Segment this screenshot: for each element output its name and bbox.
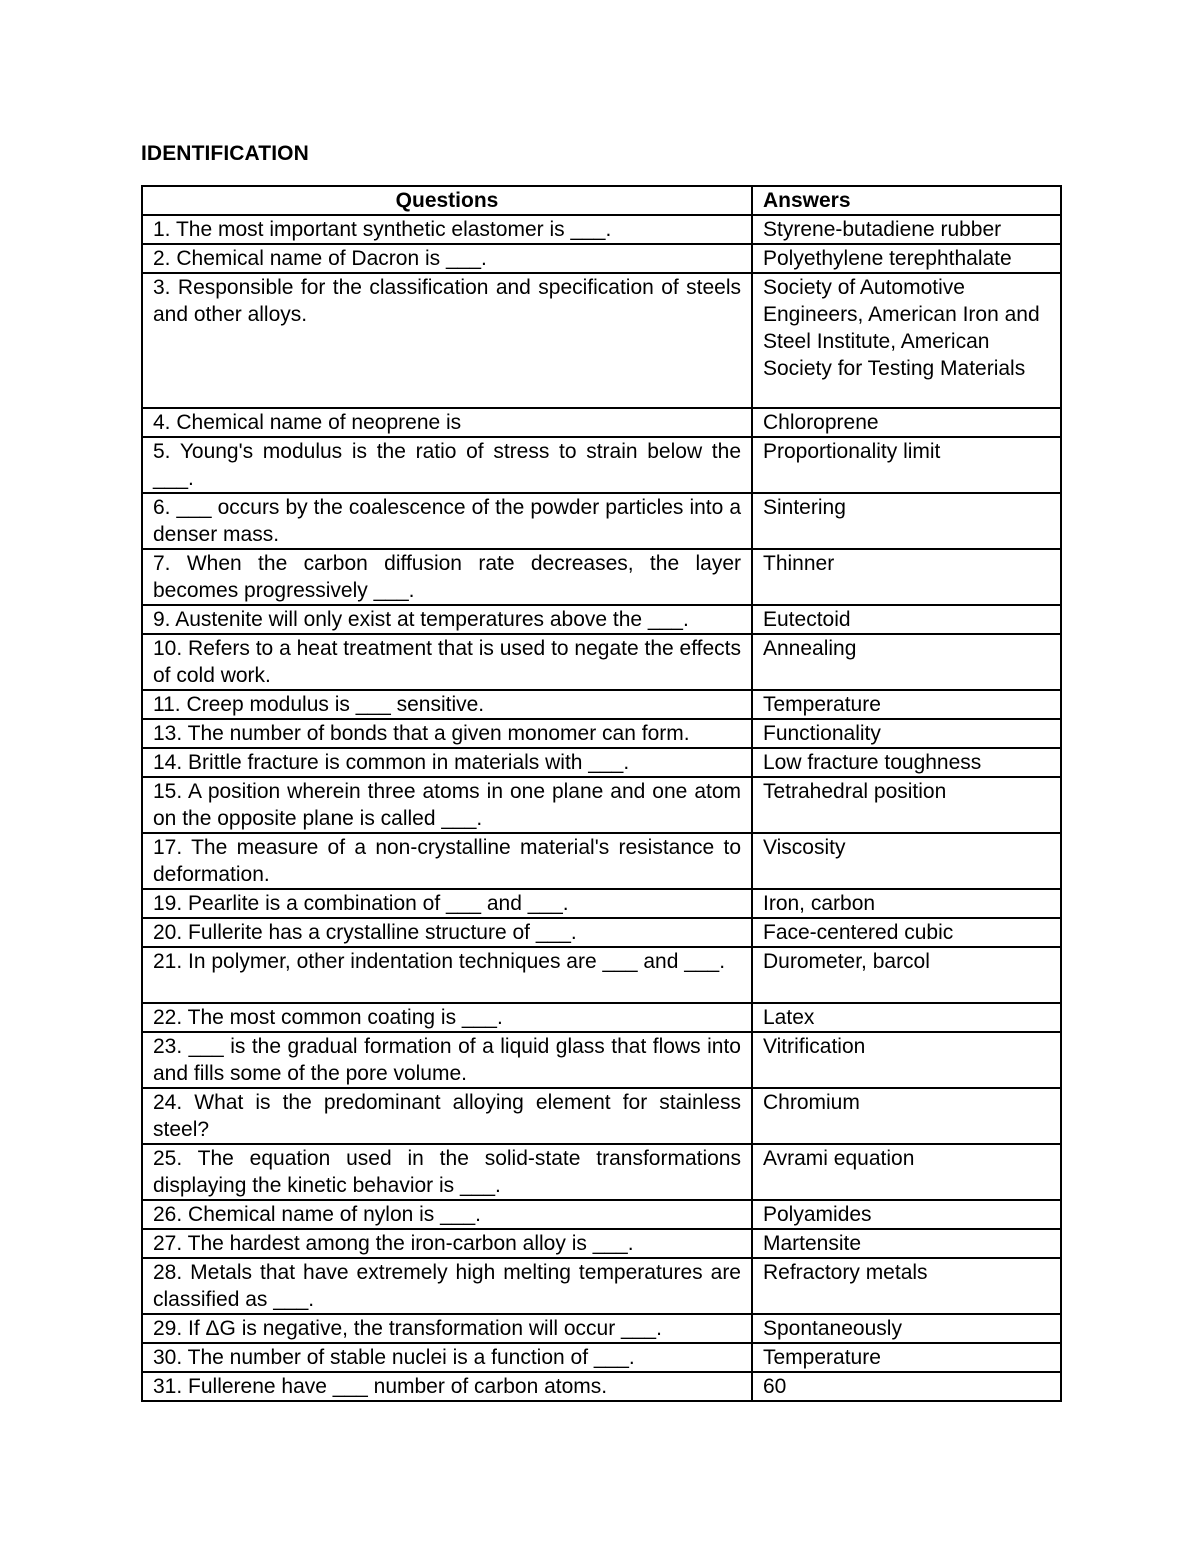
question-cell: 31. Fullerene have ___ number of carbon atoms. <box>142 1372 752 1401</box>
answer-cell: Chromium <box>752 1088 1061 1144</box>
answer-cell: Society of Automotive Engineers, American Iron and Steel Institute, American Society for Testing Materials <box>752 273 1061 408</box>
question-cell: 3. Responsible for the classification and specification of steels and other alloys. <box>142 273 752 408</box>
answer-cell: Annealing <box>752 634 1061 690</box>
answer-cell: Avrami equation <box>752 1144 1061 1200</box>
table-row <box>142 1032 1061 1088</box>
question-cell: 5. Young's modulus is the ratio of stress to strain below the ___. <box>142 437 752 493</box>
question-cell: 29. If ΔG is negative, the transformation will occur ___. <box>142 1314 752 1343</box>
table-row <box>142 215 1061 244</box>
answer-cell: Vitrification <box>752 1032 1061 1088</box>
table-row <box>142 947 1061 1003</box>
table-row <box>142 1314 1061 1343</box>
table-row <box>142 1343 1061 1372</box>
table-row <box>142 408 1061 437</box>
table-row <box>142 244 1061 273</box>
table-header-row <box>142 186 1061 215</box>
answer-cell: Temperature <box>752 690 1061 719</box>
table-row <box>142 690 1061 719</box>
table-row <box>142 605 1061 634</box>
answer-cell: Latex <box>752 1003 1061 1032</box>
table-row <box>142 719 1061 748</box>
answer-cell: 60 <box>752 1372 1061 1401</box>
answer-cell: Martensite <box>752 1229 1061 1258</box>
answer-cell: Temperature <box>752 1343 1061 1372</box>
answer-cell: Thinner <box>752 549 1061 605</box>
table-row <box>142 748 1061 777</box>
answers-header: Answers <box>752 186 1061 215</box>
answer-cell: Refractory metals <box>752 1258 1061 1314</box>
question-cell: 15. A position wherein three atoms in one plane and one atom on the opposite plane is called ___. <box>142 777 752 833</box>
questions-header: Questions <box>142 186 752 215</box>
answer-cell: Styrene-butadiene rubber <box>752 215 1061 244</box>
question-cell: 20. Fullerite has a crystalline structure of ___. <box>142 918 752 947</box>
answer-cell: Low fracture toughness <box>752 748 1061 777</box>
table-row <box>142 833 1061 889</box>
answer-cell: Durometer, barcol <box>752 947 1061 1003</box>
answer-cell: Face-centered cubic <box>752 918 1061 947</box>
table-row <box>142 1003 1061 1032</box>
table-row <box>142 777 1061 833</box>
question-cell: 24. What is the predominant alloying element for stainless steel? <box>142 1088 752 1144</box>
question-cell: 2. Chemical name of Dacron is ___. <box>142 244 752 273</box>
question-cell: 14. Brittle fracture is common in materials with ___. <box>142 748 752 777</box>
table-body <box>142 215 1061 1401</box>
question-cell: 17. The measure of a non-crystalline material's resistance to deformation. <box>142 833 752 889</box>
question-cell: 30. The number of stable nuclei is a function of ___. <box>142 1343 752 1372</box>
identification-table <box>141 185 1062 1402</box>
page-title: IDENTIFICATION <box>141 142 309 165</box>
question-cell: 1. The most important synthetic elastomer is ___. <box>142 215 752 244</box>
question-cell: 28. Metals that have extremely high melting temperatures are classified as ___. <box>142 1258 752 1314</box>
table-row <box>142 918 1061 947</box>
table-row <box>142 634 1061 690</box>
answer-cell: Proportionality limit <box>752 437 1061 493</box>
answer-cell: Tetrahedral position <box>752 777 1061 833</box>
table-row <box>142 1144 1061 1200</box>
answer-cell: Chloroprene <box>752 408 1061 437</box>
answer-cell: Functionality <box>752 719 1061 748</box>
table-row <box>142 273 1061 408</box>
table-row <box>142 493 1061 549</box>
question-cell: 13. The number of bonds that a given monomer can form. <box>142 719 752 748</box>
table-row <box>142 1258 1061 1314</box>
answer-cell: Iron, carbon <box>752 889 1061 918</box>
question-cell: 26. Chemical name of nylon is ___. <box>142 1200 752 1229</box>
question-cell: 7. When the carbon diffusion rate decreases, the layer becomes progressively ___. <box>142 549 752 605</box>
question-cell: 27. The hardest among the iron-carbon alloy is ___. <box>142 1229 752 1258</box>
answer-cell: Viscosity <box>752 833 1061 889</box>
question-cell: 23. ___ is the gradual formation of a liquid glass that flows into and fills some of the pore volume. <box>142 1032 752 1088</box>
table-row <box>142 1200 1061 1229</box>
question-cell: 19. Pearlite is a combination of ___ and ___. <box>142 889 752 918</box>
table-row <box>142 1229 1061 1258</box>
question-cell: 22. The most common coating is ___. <box>142 1003 752 1032</box>
question-cell: 6. ___ occurs by the coalescence of the powder particles into a denser mass. <box>142 493 752 549</box>
question-cell: 4. Chemical name of neoprene is <box>142 408 752 437</box>
table-row <box>142 1372 1061 1401</box>
question-cell: 11. Creep modulus is ___ sensitive. <box>142 690 752 719</box>
table-row <box>142 549 1061 605</box>
answer-cell: Spontaneously <box>752 1314 1061 1343</box>
answer-cell: Polyethylene terephthalate <box>752 244 1061 273</box>
question-cell: 21. In polymer, other indentation techniques are ___ and ___. <box>142 947 752 1003</box>
answer-cell: Eutectoid <box>752 605 1061 634</box>
table-row <box>142 889 1061 918</box>
table-row <box>142 1088 1061 1144</box>
answer-cell: Sintering <box>752 493 1061 549</box>
answer-cell: Polyamides <box>752 1200 1061 1229</box>
question-cell: 25. The equation used in the solid-state transformations displaying the kinetic behavior is ___. <box>142 1144 752 1200</box>
question-cell: 9. Austenite will only exist at temperatures above the ___. <box>142 605 752 634</box>
table-row <box>142 437 1061 493</box>
question-cell: 10. Refers to a heat treatment that is used to negate the effects of cold work. <box>142 634 752 690</box>
